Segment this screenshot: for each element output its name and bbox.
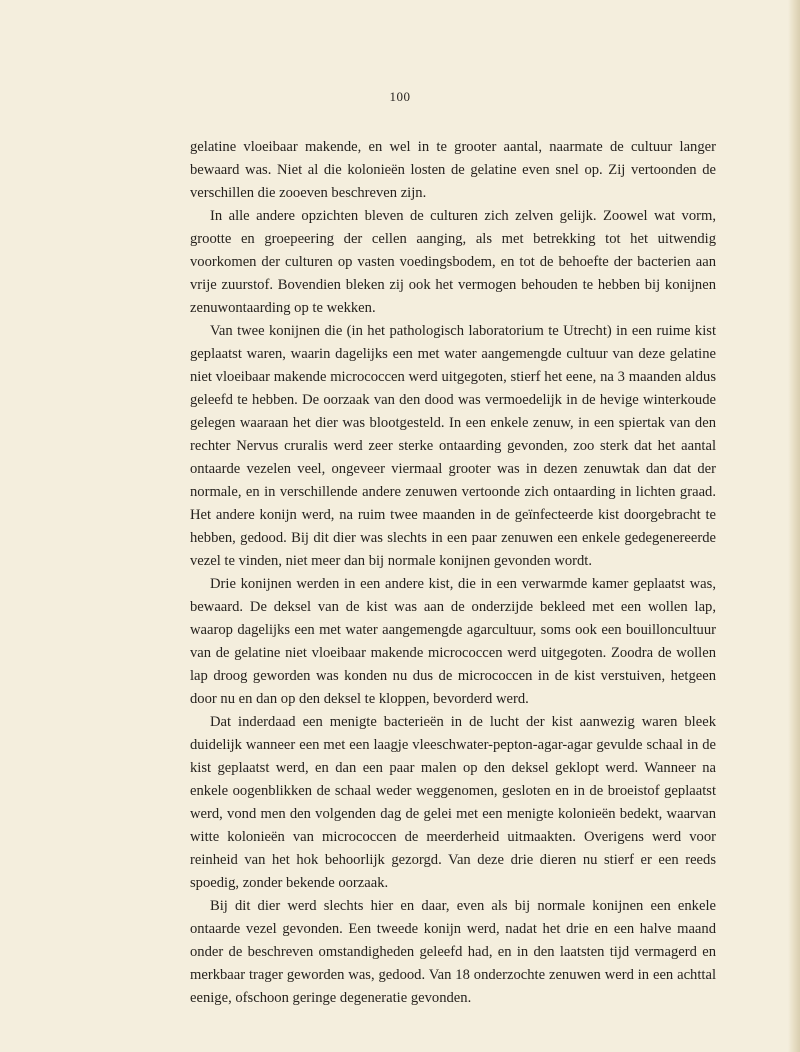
paragraph-3: Van twee konijnen die (in het pathologisch laboratorium te Utrecht) in een ruime kist geplaatst waren, waarin dagelijks een met water aangemengde cultuur van deze gelatine niet vloeibaar makende micrococcen werd uitgegoten, stierf het eene, na 3 maanden aldus geleefd te hebben. De oorzaak van den dood was vermoedelijk in de hevige winterkoude gelegen waaraan het dier was blootgesteld. In een enkele zenuw, in een spiertak van den rechter Nervus cruralis werd zeer sterke ontaarding gevonden, zoo sterk dat het aantal ontaarde vezelen veel, ongeveer viermaal grooter was in dezen zenuwtak dan dat der normale, en in verschillende andere zenuwen vertoonde zich ontaarding in lichten graad. Het andere konijn werd, na ruim twee maanden in de geïnfecteerde kist doorgebracht te hebben, gedood. Bij dit dier was slechts in een paar zenuwen een enkele gedegenereerde vezel te vinden, niet meer dan bij normale konijnen gevonden wordt. [190, 323, 716, 569]
paragraph-2: In alle andere opzichten bleven de culturen zich zelven gelijk. Zoowel wat vorm, grootte en groepeering der cellen aanging, als met betrekking tot het uitwendig voorkomen der culturen op vasten voedingsbodem, en tot de behoefte der bacterien aan vrije zuurstof. Bovendien bleken zij ook het vermogen behouden te hebben bij konijnen zenuwontaarding op te wekken. [190, 208, 716, 316]
paragraph-4: Drie konijnen werden in een andere kist, die in een verwarmde kamer geplaatst was, bewaard. De deksel van de kist was aan de onderzijde bekleed met een wollen lap, waarop dagelijks een met water aangemengde agarcultuur, soms ook een bouilloncultuur van de gelatine niet vloeibaar makende micrococcen werd uitgegoten. Zoodra de wollen lap droog geworden was konden nu dus de micrococcen in de kist verstuiven, hetgeen door nu en dan op den deksel te kloppen, bevorderd werd. [190, 576, 716, 707]
page-number: 100 [389, 89, 411, 104]
paragraph-1: gelatine vloeibaar makende, en wel in te grooter aantal, naarmate de cultuur langer bewaard was. Niet al die kolonieën losten de gelatine even snel op. Zij vertoonden de verschillen die zooeven beschreven zijn. [190, 139, 716, 201]
paragraph-6: Bij dit dier werd slechts hier en daar, even als bij normale konijnen een enkele ontaarde vezel gevonden. Een tweede konijn werd, nadat het drie en een halve maand onder de beschreven omstandigheden geleefd had, en in den laatsten tijd vermagerd en merkbaar trager geworden was, gedood. Van 18 onderzochte zenuwen werd in een achttal eenige, ofschoon geringe degeneratie gevonden. [190, 898, 716, 1006]
page-edge-shadow [788, 0, 800, 1052]
body-text [190, 136, 716, 1010]
paragraph-5: Dat inderdaad een menigte bacterieën in de lucht der kist aanwezig waren bleek duidelijk wanneer een met een laagje vleeschwater-pepton-agar-agar gevulde schaal in de kist geplaatst werd, en dan een paar malen op den deksel geklopt werd. Wanneer na enkele oogenblikken de schaal weder weggenomen, gesloten en in de broeistof geplaatst werd, vond men den volgenden dag de gelei met een menigte kolonieën bedekt, waarvan witte kolonieën van micrococcen de meerderheid uitmaakten. Overigens werd voor reinheid van het hok behoorlijk gezorgd. Van deze drie dieren nu stierf er een reeds spoedig, zonder bekende oorzaak. [190, 714, 716, 891]
